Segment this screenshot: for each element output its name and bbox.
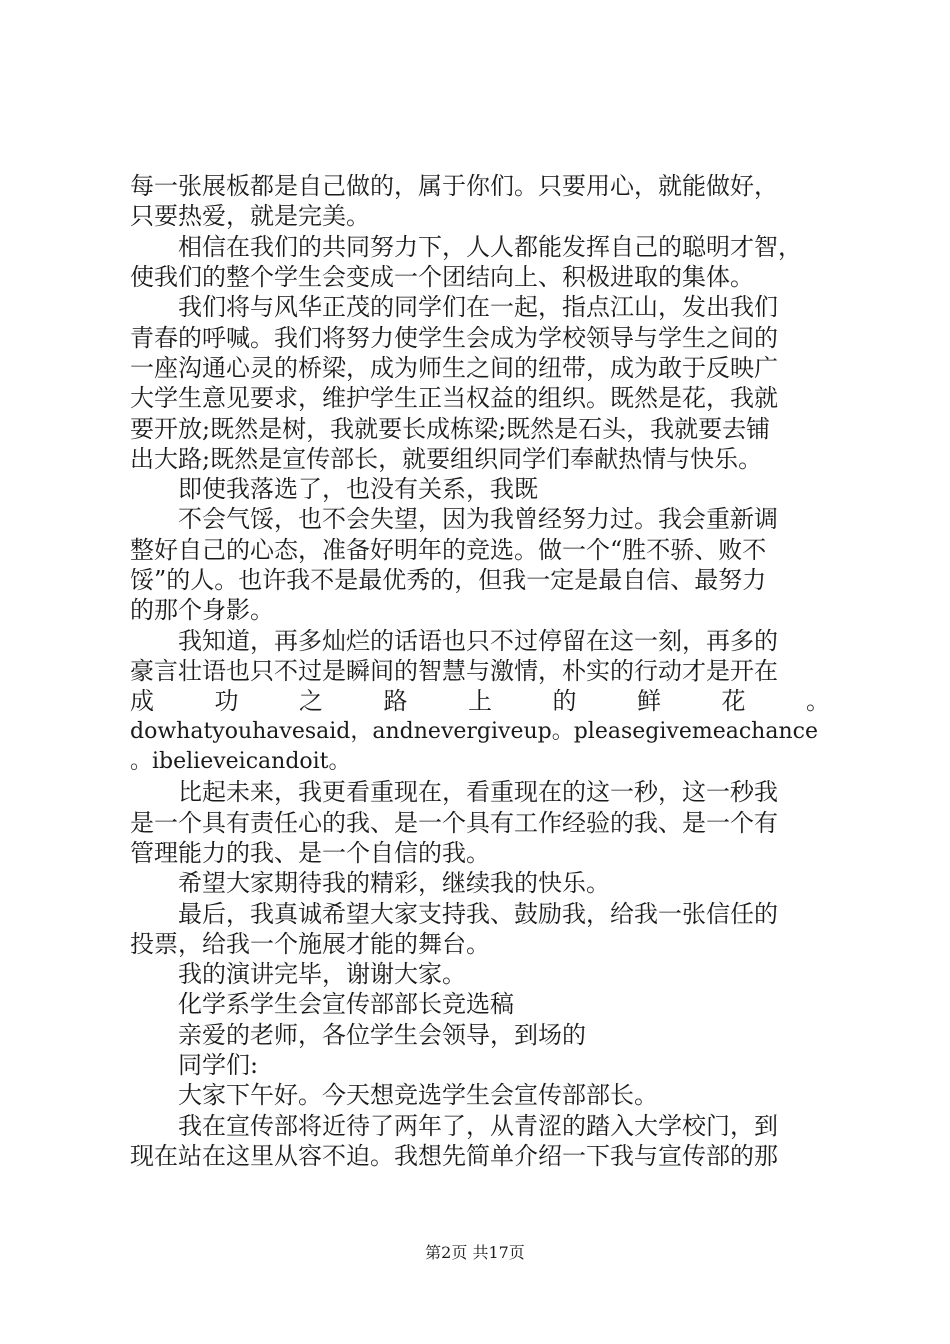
text-line: 即使我落选了，也没有关系，我既 — [178, 475, 538, 503]
text-line: 我的演讲完毕，谢谢大家。 — [178, 960, 466, 988]
text-line: 投票，给我一个施展才能的舞台。 — [130, 930, 490, 958]
text-line: 的那个身影。 — [130, 596, 274, 624]
text-line: 希望大家期待我的精彩，继续我的快乐。 — [178, 869, 610, 897]
text-line: 亲爱的老师，各位学生会领导，到场的 — [178, 1021, 586, 1049]
text-line: 要开放;既然是树，我就要长成栋梁;既然是石头，我就要去铺 — [130, 415, 771, 443]
text-line: 使我们的整个学生会变成一个团结向上、积极进取的集体。 — [130, 263, 754, 291]
text-line: 青春的呼喊。我们将努力使学生会成为学校领导与学生之间的 — [130, 324, 778, 352]
text-line: 整好自己的心态，准备好明年的竞选。做一个“胜不骄、败不 — [130, 536, 767, 564]
text-char: 。 — [806, 687, 830, 715]
text-line: 比起未来，我更看重现在，看重现在的这一秒，这一秒我 — [178, 778, 778, 806]
text-char: 的 — [552, 687, 577, 715]
text-char: 花 — [721, 687, 746, 715]
text-line: 管理能力的我、是一个自信的我。 — [130, 839, 490, 867]
text-char: 路 — [383, 687, 408, 715]
page-footer: 第2页 共17页 — [425, 1243, 525, 1262]
text-line: 相信在我们的共同努力下，人人都能发挥自己的聪明才智， — [178, 233, 802, 261]
text-line: 豪言壮语也只不过是瞬间的智慧与激情，朴实的行动才是开在 — [130, 657, 778, 685]
text-line: 现在站在这里从容不迫。我想先简单介绍一下我与宣传部的那 — [130, 1142, 778, 1170]
text-char: 之 — [299, 687, 323, 715]
text-line: 只要热爱，就是完美。 — [130, 202, 370, 230]
text-line: 不会气馁，也不会失望，因为我曾经努力过。我会重新调 — [178, 505, 778, 533]
text-line: dowhatyouhavesaid，andnevergiveup。pleasegivemeachance — [130, 719, 818, 744]
text-char: 上 — [468, 687, 492, 715]
text-line: 一座沟通心灵的桥梁，成为师生之间的纽带，成为敢于反映广 — [130, 354, 778, 382]
text-line: 我们将与风华正茂的同学们在一起，指点江山，发出我们 — [178, 293, 778, 321]
text-line: 最后，我真诚希望大家支持我、鼓励我，给我一张信任的 — [178, 900, 778, 928]
text-line: 是一个具有责任心的我、是一个具有工作经验的我、是一个有 — [130, 809, 778, 837]
text-line: 大家下午好。今天想竞选学生会宣传部部长。 — [178, 1081, 658, 1109]
text-char: 鲜 — [637, 687, 661, 715]
text-line: 大学生意见要求，维护学生正当权益的组织。既然是花，我就 — [130, 384, 778, 412]
text-line: 化学系学生会宣传部部长竞选稿 — [178, 990, 514, 1018]
text-line: 我在宣传部将近待了两年了，从青涩的踏入大学校门，到 — [178, 1112, 778, 1140]
text-line: 每一张展板都是自己做的，属于你们。只要用心，就能做好， — [130, 172, 778, 200]
text-char: 功 — [214, 687, 239, 715]
text-line: 馁”的人。也许我不是最优秀的，但我一定是最自信、最努力 — [130, 566, 767, 594]
text-line: 。ibelieveicandoit。 — [130, 749, 351, 774]
text-line: 出大路;既然是宣传部长，就要组织同学们奉献热情与快乐。 — [130, 445, 763, 473]
justified-text-line — [130, 687, 830, 715]
text-char: 成 — [130, 687, 154, 715]
text-line: 我知道，再多灿烂的话语也只不过停留在这一刻，再多的 — [178, 627, 778, 655]
text-line: 同学们: — [178, 1051, 259, 1079]
